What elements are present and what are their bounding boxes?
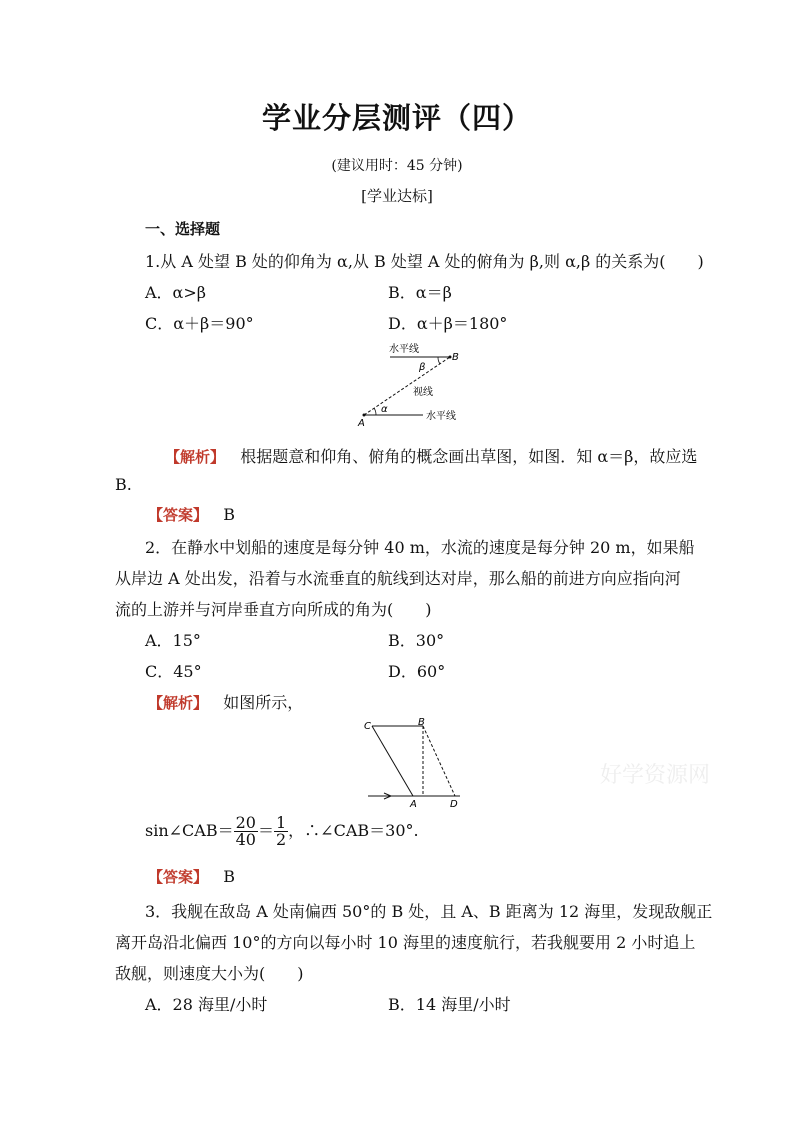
q3-line2: 离开岛沿北偏西 10°的方向以每小时 10 海里的速度航行，若我舰要用 2 小时追上 xyxy=(115,933,696,952)
segment-bd xyxy=(423,726,455,796)
line-of-sight xyxy=(364,357,450,415)
q1-option-b: B．α＝β xyxy=(388,283,452,302)
beta-arc xyxy=(438,357,440,364)
fraction-20-40 xyxy=(234,815,258,848)
q1-option-d: D．α＋β＝180° xyxy=(388,314,508,333)
point-b-label: B xyxy=(452,352,459,363)
q1-analysis-text: 根据题意和仰角、俯角的概念画出草图，如图．知 α＝β，故应选 xyxy=(240,447,698,466)
sight-label: 视线 xyxy=(413,387,433,398)
formula-prefix: sin∠CAB＝ xyxy=(145,821,234,840)
section-tag: [学业达标] xyxy=(361,187,433,205)
point-b-label: B xyxy=(418,717,425,728)
watermark: 好学资源网 xyxy=(600,763,711,788)
point-a-label: A xyxy=(358,418,365,429)
q2-option-d: D．60° xyxy=(388,662,446,681)
frac2-denominator: 2 xyxy=(275,830,287,849)
q1-answer-line xyxy=(148,504,235,525)
q1-option-a: A．α>β xyxy=(145,283,207,302)
fraction-1-2 xyxy=(274,815,288,848)
q1-analysis-line2: B. xyxy=(115,475,132,494)
q3-option-a: A．28 海里/小时 xyxy=(145,995,268,1014)
q3-option-b: B．14 海里/小时 xyxy=(388,995,511,1014)
q2-formula: sin∠CAB＝ $\frac{20}{40}$ ＝ $\frac{1}{2}$ ，∴∠CAB＝30°. xyxy=(145,813,419,849)
point-a-label: A xyxy=(410,799,417,810)
q1-answer-tag: 【答案】 xyxy=(148,506,209,524)
q2-option-a: A．15° xyxy=(145,631,201,650)
q2-analysis-line xyxy=(148,690,303,713)
q2-line1: 2．在静水中划船的速度是每分钟 40 m，水流的速度是每分钟 20 m，如果船 xyxy=(145,538,695,557)
point-a-dot xyxy=(363,414,366,417)
q1-stem: 1.从 A 处望 B 处的仰角为 α,从 B 处望 A 处的俯角为 β,则 α,β 的关系为( ) xyxy=(145,252,704,271)
q2-option-c: C．45° xyxy=(145,662,202,681)
frac1-numerator: 20 xyxy=(235,813,256,832)
q2-figure xyxy=(360,716,465,810)
q2-analysis-tag: 【解析】 xyxy=(148,694,209,712)
alpha-label: α xyxy=(381,404,388,415)
alpha-arc xyxy=(374,408,376,415)
segment-ca xyxy=(372,726,413,796)
q1-answer: B xyxy=(223,505,236,524)
page-title: 学业分层测评（四） xyxy=(261,101,532,135)
q1-analysis-tag: 【解析】 xyxy=(165,448,226,466)
section-heading: 一、选择题 xyxy=(145,220,221,238)
frac2-numerator: 1 xyxy=(275,813,287,832)
q2-line3: 流的上游并与河岸垂直方向所成的角为( ) xyxy=(115,600,432,619)
q1-figure xyxy=(355,340,485,430)
q2-answer: B xyxy=(223,867,236,886)
q1-analysis-line1 xyxy=(165,444,697,467)
point-c-label: C xyxy=(364,721,371,732)
q2-answer-line xyxy=(148,866,235,887)
q3-line3: 敌舰，则速度大小为( ) xyxy=(115,964,304,983)
q1-option-c: C．α＋β＝90° xyxy=(145,314,254,333)
q2-option-b: B．30° xyxy=(388,631,445,650)
formula-suffix: ，∴∠CAB＝30°. xyxy=(288,821,419,840)
frac1-denominator: 40 xyxy=(235,830,256,849)
q2-answer-tag: 【答案】 xyxy=(148,868,209,886)
point-d-label: D xyxy=(450,799,458,810)
top-horizontal-label: 水平线 xyxy=(389,344,419,355)
beta-label: β xyxy=(419,362,426,373)
q3-line1: 3．我舰在敌岛 A 处南偏西 50°的 B 处，且 A、B 距离为 12 海里，发现敌舰正 xyxy=(145,902,713,921)
time-hint: (建议用时：45 分钟) xyxy=(331,158,463,174)
q2-analysis-text: 如图所示， xyxy=(223,693,304,712)
bottom-horizontal-label: 水平线 xyxy=(426,411,456,422)
q2-line2: 从岸边 A 处出发，沿着与水流垂直的航线到达对岸，那么船的前进方向应指向河 xyxy=(115,569,681,588)
